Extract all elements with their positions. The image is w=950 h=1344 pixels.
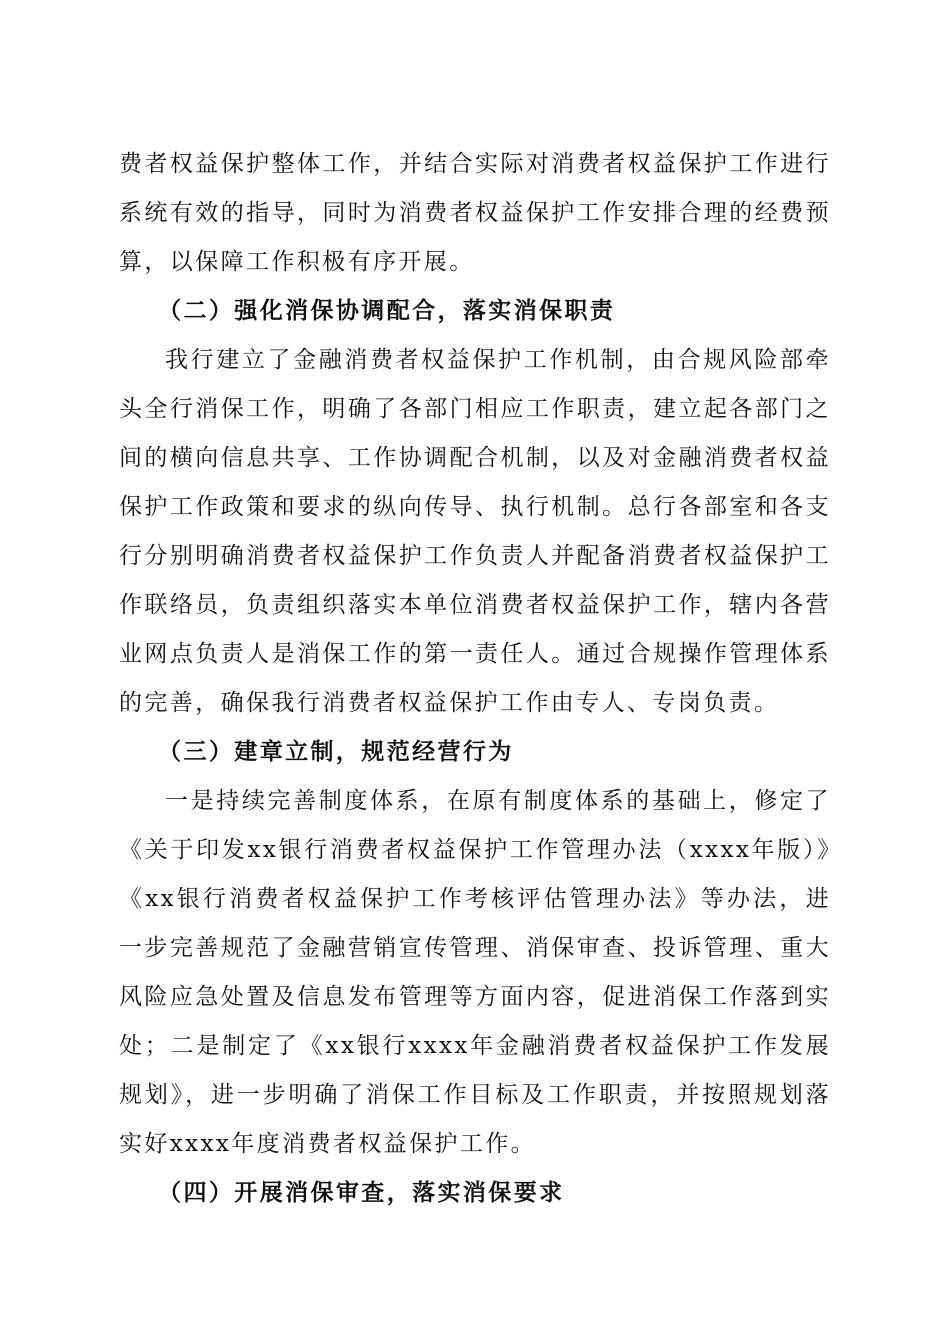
paragraph-coordination: 我行建立了金融消费者权益保护工作机制，由合规风险部牵头全行消保工作，明确了各部门相应工作职责，建立起各部门之间的横向信息共享、工作协调配合机制，以及对金融消费者权益保护工作政策和要求的纵向传导、执行机制。总行各部室和各支行分别明确消费者权益保护工作负责人并配备消费者权益保护工作联络员，负责组织落实本单位消费者权益保护工作，辖内各营业网点负责人是消保工作的第一责任人。通过合规操作管理体系的完善，确保我行消费者权益保护工作由专人、专岗负责。 (119, 347, 831, 716)
section-heading-2: （二）强化消保协调配合，落实消保职责 (158, 298, 616, 324)
section-heading-3: （三）建章立制，规范经营行为 (158, 739, 514, 765)
paragraph-continued: 费者权益保护整体工作，并结合实际对消费者权益保护工作进行系统有效的指导，同时为消费者权益保护工作安排合理的经费预算，以保障工作积极有序开展。 (119, 151, 831, 275)
document-body (119, 140, 831, 1218)
section-heading-4: （四）开展消保审查，落实消保要求 (158, 1180, 565, 1206)
paragraph-regulations: 一是持续完善制度体系，在原有制度体系的基础上，修定了《关于印发xx银行消费者权益保护工作管理办法（xxxx年版）》《xx银行消费者权益保护工作考核评估管理办法》等办法，进一步完善规范了金融营销宣传管理、消保审查、投诉管理、重大风险应急处置及信息发布管理等方面内容，促进消保工作落到实处；二是制定了《xx银行xxxx年金融消费者权益保护工作发展规划》，进一步明确了消保工作目标及工作职责，并按照规划落实好xxxx年度消费者权益保护工作。 (119, 788, 831, 1157)
